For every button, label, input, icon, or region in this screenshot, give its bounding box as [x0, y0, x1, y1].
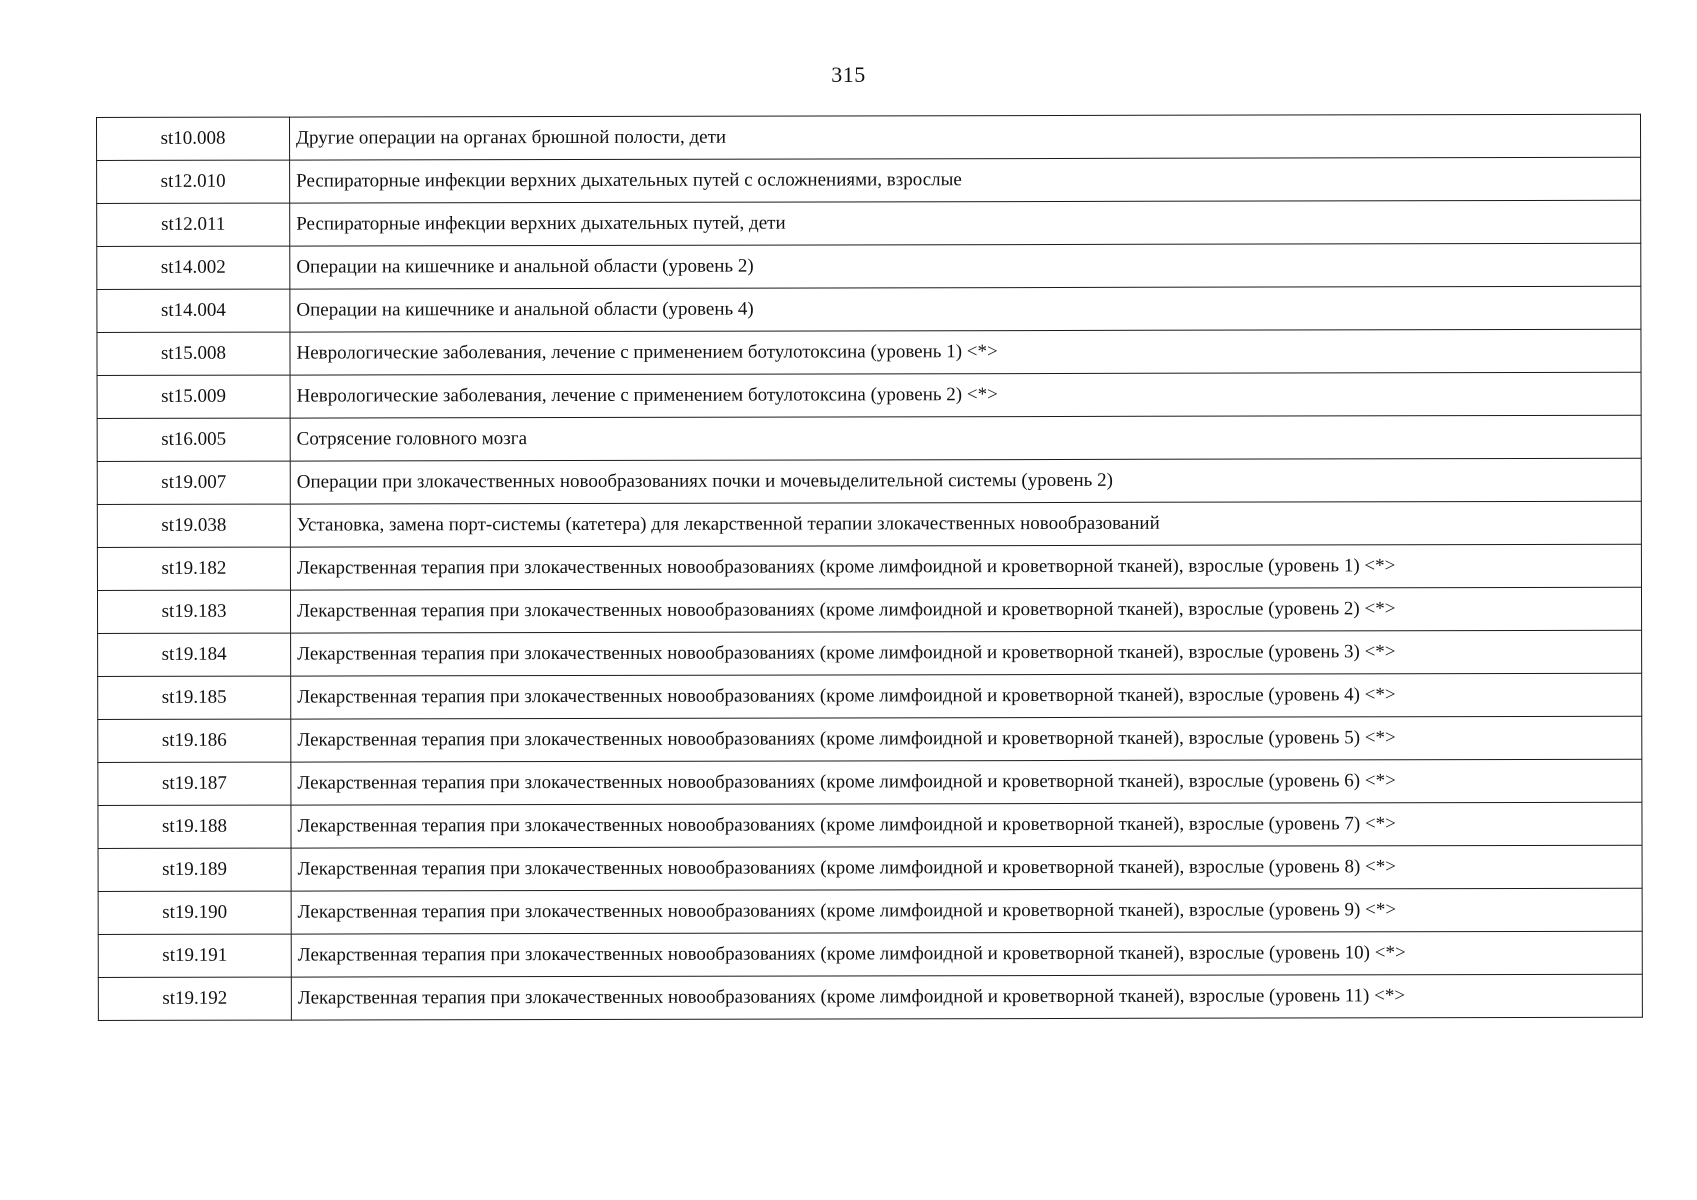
table-row	[97, 329, 1641, 375]
page-number: 315	[831, 62, 866, 87]
table-row	[97, 372, 1641, 418]
row-code: st19.183	[97, 590, 290, 633]
row-description: Неврологические заболевания, лечение с применением ботулотоксина (уровень 1) <*>	[290, 329, 1641, 375]
row-description: Другие операции на органах брюшной полости, дети	[290, 114, 1641, 160]
row-description: Лекарственная терапия при злокачественных новообразованиях (кроме лимфоидной и кроветворной тканей), взрослые (уровень 3) <*>	[291, 630, 1642, 676]
table-row	[97, 243, 1641, 289]
row-description: Лекарственная терапия при злокачественных новообразованиях (кроме лимфоидной и кроветворной тканей), взрослые (уровень 9) <*>	[291, 888, 1642, 934]
row-description: Лекарственная терапия при злокачественных новообразованиях (кроме лимфоидной и кроветворной тканей), взрослые (уровень 11) <*>	[291, 974, 1642, 1020]
table-row	[98, 673, 1642, 719]
row-code: st19.184	[98, 633, 291, 676]
codes-table-body	[97, 114, 1643, 1020]
table-row	[98, 716, 1642, 762]
row-description: Лекарственная терапия при злокачественных новообразованиях (кроме лимфоидной и кроветворной тканей), взрослые (уровень 1) <*>	[290, 544, 1641, 590]
row-code: st12.011	[97, 203, 290, 246]
row-description: Неврологические заболевания, лечение с применением ботулотоксина (уровень 2) <*>	[290, 372, 1641, 418]
row-description: Респираторные инфекции верхних дыхательных путей с осложнениями, взрослые	[290, 157, 1641, 203]
row-description: Сотрясение головного мозга	[290, 415, 1641, 461]
row-code: st14.002	[97, 246, 290, 289]
row-code: st19.182	[97, 547, 290, 590]
table-row	[98, 759, 1642, 805]
row-description: Лекарственная терапия при злокачественных новообразованиях (кроме лимфоидной и кроветворной тканей), взрослые (уровень 6) <*>	[291, 759, 1642, 805]
row-code: st19.187	[98, 762, 291, 805]
row-code: st14.004	[97, 289, 290, 332]
row-description: Лекарственная терапия при злокачественных новообразованиях (кроме лимфоидной и кроветворной тканей), взрослые (уровень 4) <*>	[291, 673, 1642, 719]
table-row	[97, 286, 1641, 332]
table-row	[97, 415, 1641, 461]
row-code: st12.010	[97, 160, 290, 203]
table-row	[97, 157, 1641, 203]
table-row	[97, 200, 1641, 246]
row-code: st10.008	[97, 117, 290, 160]
row-code: st15.009	[97, 375, 290, 418]
table-row	[98, 630, 1642, 676]
row-description: Лекарственная терапия при злокачественных новообразованиях (кроме лимфоидной и кроветворной тканей), взрослые (уровень 8) <*>	[291, 845, 1642, 891]
row-code: st19.190	[98, 891, 291, 934]
row-code: st19.038	[97, 504, 290, 547]
table-row	[98, 888, 1642, 934]
table-row	[97, 114, 1641, 160]
row-code: st19.189	[98, 848, 291, 891]
table-row	[97, 501, 1641, 547]
table-row	[97, 544, 1641, 590]
table-row	[98, 802, 1642, 848]
row-code: st19.185	[98, 676, 291, 719]
row-code: st15.008	[97, 332, 290, 375]
row-description: Операции при злокачественных новообразованиях почки и мочевыделительной системы (уровень 2)	[290, 458, 1641, 504]
row-description: Операции на кишечнике и анальной области (уровень 4)	[290, 286, 1641, 332]
row-description: Респираторные инфекции верхних дыхательных путей, дети	[290, 200, 1641, 246]
row-code: st19.188	[98, 805, 291, 848]
codes-table	[96, 114, 1643, 1021]
table-row	[97, 587, 1641, 633]
row-code: st19.007	[97, 461, 290, 504]
row-description: Установка, замена порт-системы (катетера) для лекарственной терапии злокачественных новообразований	[290, 501, 1641, 547]
row-code: st19.186	[98, 719, 291, 762]
row-description: Лекарственная терапия при злокачественных новообразованиях (кроме лимфоидной и кроветворной тканей), взрослые (уровень 7) <*>	[291, 802, 1642, 848]
row-description: Лекарственная терапия при злокачественных новообразованиях (кроме лимфоидной и кроветворной тканей), взрослые (уровень 2) <*>	[290, 587, 1641, 633]
row-description: Лекарственная терапия при злокачественных новообразованиях (кроме лимфоидной и кроветворной тканей), взрослые (уровень 10) <*>	[291, 931, 1642, 977]
row-code: st19.191	[98, 934, 291, 977]
table-row	[98, 845, 1642, 891]
row-description: Операции на кишечнике и анальной области (уровень 2)	[290, 243, 1641, 289]
row-code: st19.192	[98, 977, 291, 1020]
table-row	[98, 931, 1642, 977]
row-code: st16.005	[97, 418, 290, 461]
row-description: Лекарственная терапия при злокачественных новообразованиях (кроме лимфоидной и кроветворной тканей), взрослые (уровень 5) <*>	[291, 716, 1642, 762]
table-row	[98, 974, 1642, 1020]
table-row	[97, 458, 1641, 504]
